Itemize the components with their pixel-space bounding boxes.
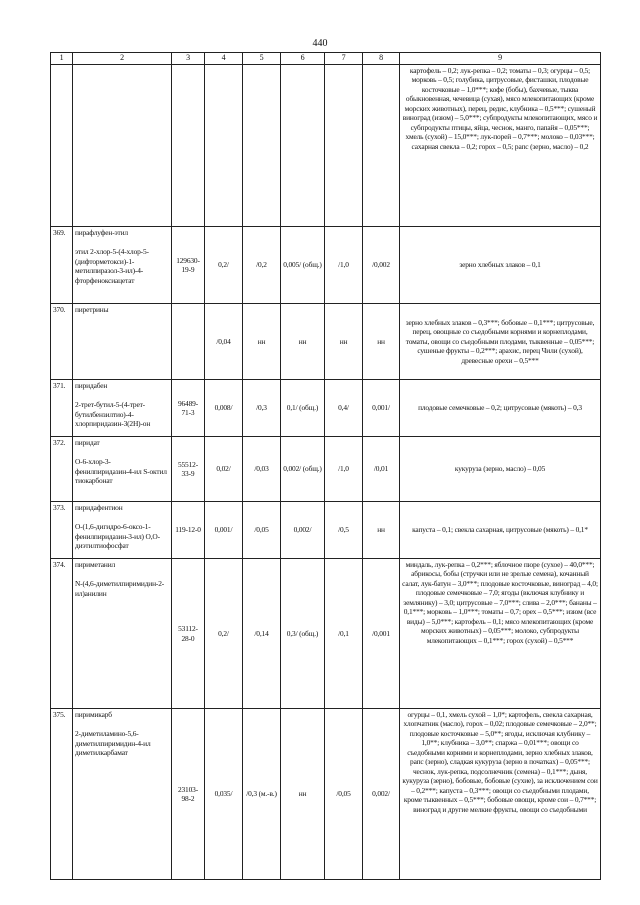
value-col6 xyxy=(281,65,325,227)
product-limits: капуста – 0,1; свекла сахарная, цитрусовые (мякоть) – 0,1* xyxy=(400,502,601,559)
product-limits: кукуруза (зерно, масло) – 0,05 xyxy=(400,437,601,502)
value-col8: /0,001 xyxy=(363,559,400,709)
table-row xyxy=(51,559,601,709)
value-col4: 0,2/ xyxy=(205,227,243,304)
table-row xyxy=(51,65,601,227)
chemical-name: 2-трет-бутил-5-(4-трет-бутилбензилтио)-4-хлорпиридазин-3(2Н)-он xyxy=(75,400,151,429)
substance-name: пиридат xyxy=(75,438,100,447)
table-row xyxy=(51,380,601,437)
substance-name: пиримикарб xyxy=(75,710,112,719)
column-header: 3 xyxy=(172,53,205,65)
column-header: 4 xyxy=(205,53,243,65)
product-limits: плодовые семечковые – 0,2; цитрусовые (мякоть) – 0,3 xyxy=(400,380,601,437)
value-col7: нн xyxy=(325,304,363,380)
substance-name: пиретрины xyxy=(75,305,109,314)
product-limits: огурцы – 0,1, хмель сухой – 1,0*; картофель, свекла сахарная, хлопчатник (масло), горох – 0,02; плодовые семечковые – 2,0**; плодовые косточковые – 5,0**; ягоды, исключая клубнику – 1,0**; клубника – 3,0**; спаржа – 0,01***; овощи со съедобными корнями и корнеплодами, зерно хлебных злаков, рапс (зерно), сладкая кукуруза (зерно в початках) – 0,05***; чеснок, лук-репка, подсолнечник (семена) – 0,1***; дыня, кукуруза (зерно), бобовые, бобовые (сухие), за исключением сои – 0,2***; капуста – 0,3***; овощи со съедобными плодами, кроме тыквенных – 0,5***; бобовые овощи, кроме сои – 0,7***; виноград и другие мелкие фрукты, овощи со съедобными xyxy=(400,709,601,880)
value-col5: /0,03 xyxy=(243,437,281,502)
column-header: 6 xyxy=(281,53,325,65)
value-col6: нн xyxy=(281,709,325,880)
value-col4: 0,02/ xyxy=(205,437,243,502)
value-col6: 0,3/ (общ.) xyxy=(281,559,325,709)
value-col8: /0,01 xyxy=(363,437,400,502)
column-header: 7 xyxy=(325,53,363,65)
table-row xyxy=(51,227,601,304)
table-row xyxy=(51,709,601,880)
value-col5: /0,14 xyxy=(243,559,281,709)
column-header: 8 xyxy=(363,53,400,65)
value-col6: 0,002/ xyxy=(281,502,325,559)
product-limits: зерно хлебных злаков – 0,1 xyxy=(400,227,601,304)
value-col6: 0,1/ (общ.) xyxy=(281,380,325,437)
product-limits: миндаль, лук-репка – 0,2***; яблочное пюре (сухое) – 40,0***; абрикосы, бобы (стручки или не зрелые семена), кочанный салат, лук-батун – 3,0***; плодовые косточковые, виноград – 4,0; плодовые семечковые – 7,0; ягоды (включая клубнику и землянику) – 3,0; цитрусовые – 7,0***; слива – 2,0***; бананы – 0,1***; морковь – 1,0***; томаты – 0,7; орех – 0,5***; изюм (все виды) – 5,0***; картофель – 0,1; мясо млекопитающих (кроме морских животных) – 0,05***; молоко, субпродукты млекопитающих – 0,1***; горох (сухой) – 0,5*** xyxy=(400,559,601,709)
residue-limits-table xyxy=(50,52,601,880)
value-col4: /0,04 xyxy=(205,304,243,380)
value-col4: 0,2/ xyxy=(205,559,243,709)
value-col8: нн xyxy=(363,304,400,380)
substance-cell xyxy=(73,380,172,437)
table-row xyxy=(51,304,601,380)
cas-number: 119-12-0 xyxy=(172,502,205,559)
chemical-name: N-(4,6-диметилпиримидин-2-ил)анилин xyxy=(75,579,165,598)
row-number: 375. xyxy=(51,709,73,880)
value-col4 xyxy=(205,65,243,227)
row-number: 374. xyxy=(51,559,73,709)
product-limits: зерно хлебных злаков – 0,3***; бобовые – 0,1***; цитрусовые, перец, овощные со съедобными корнями и корнеплодами, томаты, овощи со съедобными плодами, тыквенные – 0,05***; сушеные фрукты – 0,2***; арахис, перец Чили (сухой), древесные орехи – 0,5*** xyxy=(400,304,601,380)
value-col7: /1,0 xyxy=(325,437,363,502)
value-col5 xyxy=(243,65,281,227)
value-col4: 0,001/ xyxy=(205,502,243,559)
row-number: 370. xyxy=(51,304,73,380)
value-col6: 0,005/ (общ.) xyxy=(281,227,325,304)
page-number: 440 xyxy=(312,38,328,49)
chemical-name: O-(1,6-дигидро-6-оксо-1-фенилпиридазин-3-ил) O,O-диэтилтиофосфат xyxy=(75,522,160,551)
value-col5: /0,05 xyxy=(243,502,281,559)
substance-cell xyxy=(73,437,172,502)
value-col8: нн xyxy=(363,502,400,559)
row-number: 373. xyxy=(51,502,73,559)
substance-name: пирафлуфен-этил xyxy=(75,228,128,237)
chemical-name: 2-диметиламино-5,6-диметилпиримидин-4-ил диметилкарбамат xyxy=(75,729,151,758)
row-number xyxy=(51,65,73,227)
value-col6: нн xyxy=(281,304,325,380)
table-row xyxy=(51,502,601,559)
substance-cell xyxy=(73,304,172,380)
value-col7: /0,5 xyxy=(325,502,363,559)
substance-cell xyxy=(73,559,172,709)
value-col7: 0,4/ xyxy=(325,380,363,437)
row-number: 372. xyxy=(51,437,73,502)
value-col5: /0,2 xyxy=(243,227,281,304)
value-col8: /0,002 xyxy=(363,227,400,304)
column-header: 9 xyxy=(400,53,601,65)
value-col7: /0,1 xyxy=(325,559,363,709)
cas-number: 55512-33-9 xyxy=(172,437,205,502)
value-col5: /0,3 (м.-в.) xyxy=(243,709,281,880)
cas-number: 23103-98-2 xyxy=(172,709,205,880)
table-row xyxy=(51,437,601,502)
cas-number xyxy=(172,65,205,227)
value-col8: 0,002/ xyxy=(363,709,400,880)
row-number: 369. xyxy=(51,227,73,304)
chemical-name: этил 2-хлор-5-(4-хлор-5-(дифторметокси)-1-метилпиразол-3-ил)-4-фторфеноксиацетат xyxy=(75,247,149,285)
substance-name: пириметанил xyxy=(75,560,116,569)
substance-name: пиридафентион xyxy=(75,503,123,512)
value-col4: 0,035/ xyxy=(205,709,243,880)
header-row xyxy=(51,53,601,65)
substance-cell xyxy=(73,502,172,559)
value-col7: /1,0 xyxy=(325,227,363,304)
value-col5: нн xyxy=(243,304,281,380)
cas-number: 129630-19-9 xyxy=(172,227,205,304)
chemical-name: O-6-хлор-3-фенилпиридазин-4-ил S-октил тиокарбонат xyxy=(75,457,167,486)
value-col7 xyxy=(325,65,363,227)
value-col8 xyxy=(363,65,400,227)
value-col7: /0,05 xyxy=(325,709,363,880)
value-col5: /0,3 xyxy=(243,380,281,437)
value-col6: 0,002/ (общ.) xyxy=(281,437,325,502)
product-limits: картофель – 0,2; лук-репка – 0,2; томаты – 0,3; огурцы – 0,5; морковь – 0,5; голубика, цитрусовые, фисташки, плодовые косточковые – 1,0***; кофе (бобы), бахчевые, тыква обыкновенная, чечевица (сухая), мясо млекопитающих (кроме морских животных), перец, редис, клубника – 0,5***; сушеный виноград (изюм) – 5,0***; субпродукты млекопитающих, мясо и субпродукты птицы, яйца, чеснок, манго, папайя – 0,05***; хмель (сухой) – 15,0***; лук-порей – 0,7***; молоко – 0,03***; сахарная свекла – 0,2; горох – 0,5; рапс (зерно, масло) – 0,2 xyxy=(400,65,601,227)
column-header: 2 xyxy=(73,53,172,65)
cas-number xyxy=(172,304,205,380)
column-header: 1 xyxy=(51,53,73,65)
value-col8: 0,001/ xyxy=(363,380,400,437)
substance-cell xyxy=(73,65,172,227)
cas-number: 96489-71-3 xyxy=(172,380,205,437)
substance-cell xyxy=(73,709,172,880)
cas-number: 53112-28-0 xyxy=(172,559,205,709)
column-header: 5 xyxy=(243,53,281,65)
substance-name: пиридабен xyxy=(75,381,108,390)
row-number: 371. xyxy=(51,380,73,437)
substance-cell xyxy=(73,227,172,304)
value-col4: 0,008/ xyxy=(205,380,243,437)
